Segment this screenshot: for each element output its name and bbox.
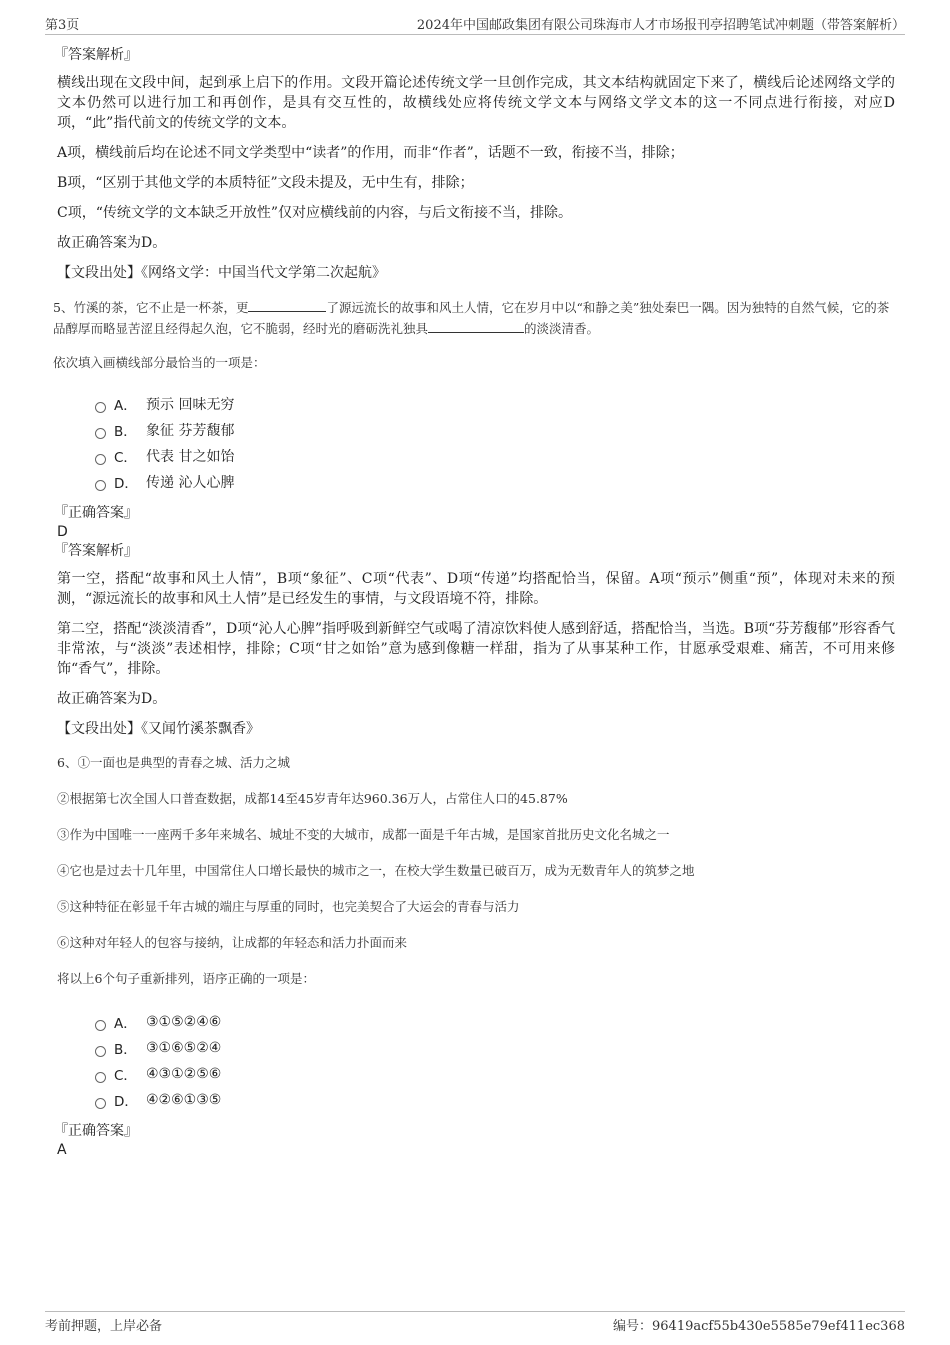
- radio-button[interactable]: [95, 1046, 106, 1057]
- radio-button[interactable]: [95, 402, 106, 413]
- analysis-paragraph: 第一空，搭配“故事和风土人情”，B项“象征”、C项“代表”、D项“传递”均搭配恰当，保留。A项“预示”侧重“预”，体现对未来的预测，“源远流长的故事和风土人情”是已经发生的事情，与文段语境不符，排除。: [57, 571, 895, 607]
- analysis-paragraph: C项，“传统文学的文本缺乏开放性”仅对应横线前的内容，与后文衔接不当，排除。: [57, 205, 573, 221]
- question-5-prompt: 依次填入画横线部分最恰当的一项是：: [53, 355, 266, 370]
- option-b[interactable]: B． 象征 芬芳馥郁: [95, 417, 895, 443]
- radio-button[interactable]: [95, 480, 106, 491]
- question-5-stem: 5、竹溪的茶，它不止是一杯茶，更 了源远流长的故事和风土人情，它在岁月中以“和静之美”独处秦巴一隅。因为独特的自然气候，它的茶品醇厚而略显苦涩且经得起久泡，它不脆弱，经时光的磨砺洗礼独具 的淡淡清香。: [53, 297, 895, 339]
- question-6-line: ⑤这种特征在彰显千年古城的端庄与厚重的同时，也完美契合了大运会的青春与活力: [57, 899, 520, 914]
- correct-answer: A: [57, 1142, 67, 1158]
- question-6-line: ③作为中国唯一一座两千多年来城名、城址不变的大城市，成都一面是千年古城，是国家首批历史文化名城之一: [57, 827, 670, 842]
- question-5-options: [95, 391, 895, 495]
- option-d[interactable]: D． ④②⑥①③⑤: [95, 1087, 895, 1113]
- page-number: 第3页: [45, 18, 80, 33]
- question-6-prompt: 将以上6个句子重新排列，语序正确的一项是：: [57, 971, 315, 986]
- radio-button[interactable]: [95, 1098, 106, 1109]
- source-paragraph: 【文段出处】《又闻竹溪茶飘香》: [57, 721, 260, 737]
- radio-button[interactable]: [95, 428, 106, 439]
- question-6-line: ⑥这种对年轻人的包容与接纳，让成都的年轻态和活力扑面而来: [57, 935, 408, 950]
- question-6-options: [95, 1009, 895, 1113]
- correct-answer: D: [57, 524, 68, 540]
- document-title: 2024年中国邮政集团有限公司珠海市人才市场报刊亭招聘笔试冲刺题（带答案解析）: [416, 18, 905, 33]
- question-6-line: ②根据第七次全国人口普查数据，成都14至45岁青年达960.36万人，占常住人口的45.87%: [57, 791, 568, 806]
- option-c[interactable]: C． ④③①②⑤⑥: [95, 1061, 895, 1087]
- conclusion-paragraph: 故正确答案为D。: [57, 691, 167, 707]
- source-paragraph: 【文段出处】《网络文学：中国当代文学第二次起航》: [57, 265, 386, 281]
- analysis-paragraph: B项，“区别于其他文学的本质特征”文段未提及，无中生有，排除；: [57, 175, 474, 191]
- page-content: [53, 45, 895, 1159]
- radio-button[interactable]: [95, 1020, 106, 1031]
- conclusion-paragraph: 故正确答案为D。: [57, 235, 167, 251]
- footer-slogan: 考前押题，上岸必备: [45, 1319, 163, 1334]
- blank-line: [248, 297, 326, 312]
- page-header: [45, 14, 905, 35]
- radio-button[interactable]: [95, 1072, 106, 1083]
- option-b[interactable]: B． ③①⑥⑤②④: [95, 1035, 895, 1061]
- analysis-paragraph: A项，横线前后均在论述不同文学类型中“读者”的作用，而非“作者”，话题不一致，衔接不当，排除；: [57, 145, 684, 161]
- analysis-label: 『答案解析』: [54, 47, 138, 63]
- analysis-label: 『答案解析』: [54, 543, 138, 559]
- option-c[interactable]: C． 代表 甘之如饴: [95, 443, 895, 469]
- analysis-paragraph: 第二空，搭配“淡淡清香”，D项“沁人心脾”指呼吸到新鲜空气或喝了清凉饮料使人感到舒适，搭配恰当，当选。B项“芬芳馥郁”形容香气非常浓，与“淡淡”表述相悖，排除；C项“甘之如饴”意为感到像糖一样甜，指为了从事某种工作，甘愿承受艰难、痛苦，不可用来修饰“香气”，排除。: [57, 621, 895, 677]
- question-6-line: ④它也是过去十几年里，中国常住人口增长最快的城市之一，在校大学生数量已破百万，成为无数青年人的筑梦之地: [57, 863, 695, 878]
- analysis-paragraph: 横线出现在文段中间，起到承上启下的作用。文段开篇论述传统文学一旦创作完成，其文本结构就固定下来了，横线后论述网络文学的文本仍然可以进行加工和再创作，是具有交互性的，故横线处应将传统文学文本与网络文学文本的这一不同点进行衔接，对应D项，“此”指代前文的传统文学的文本。: [57, 75, 895, 131]
- question-6-line: 6、①一面也是典型的青春之城、活力之城: [57, 755, 290, 770]
- option-a[interactable]: A． ③①⑤②④⑥: [95, 1009, 895, 1035]
- document-id: 编号：96419acf55b430e5585e79ef411ec368: [613, 1319, 905, 1334]
- option-a[interactable]: A． 预示 回味无穷: [95, 391, 895, 417]
- radio-button[interactable]: [95, 454, 106, 465]
- page-footer: [45, 1311, 905, 1334]
- correct-answer-label: 『正确答案』: [54, 1123, 138, 1139]
- blank-line: [428, 318, 524, 333]
- correct-answer-label: 『正确答案』: [54, 505, 138, 521]
- option-d[interactable]: D． 传递 沁人心脾: [95, 469, 895, 495]
